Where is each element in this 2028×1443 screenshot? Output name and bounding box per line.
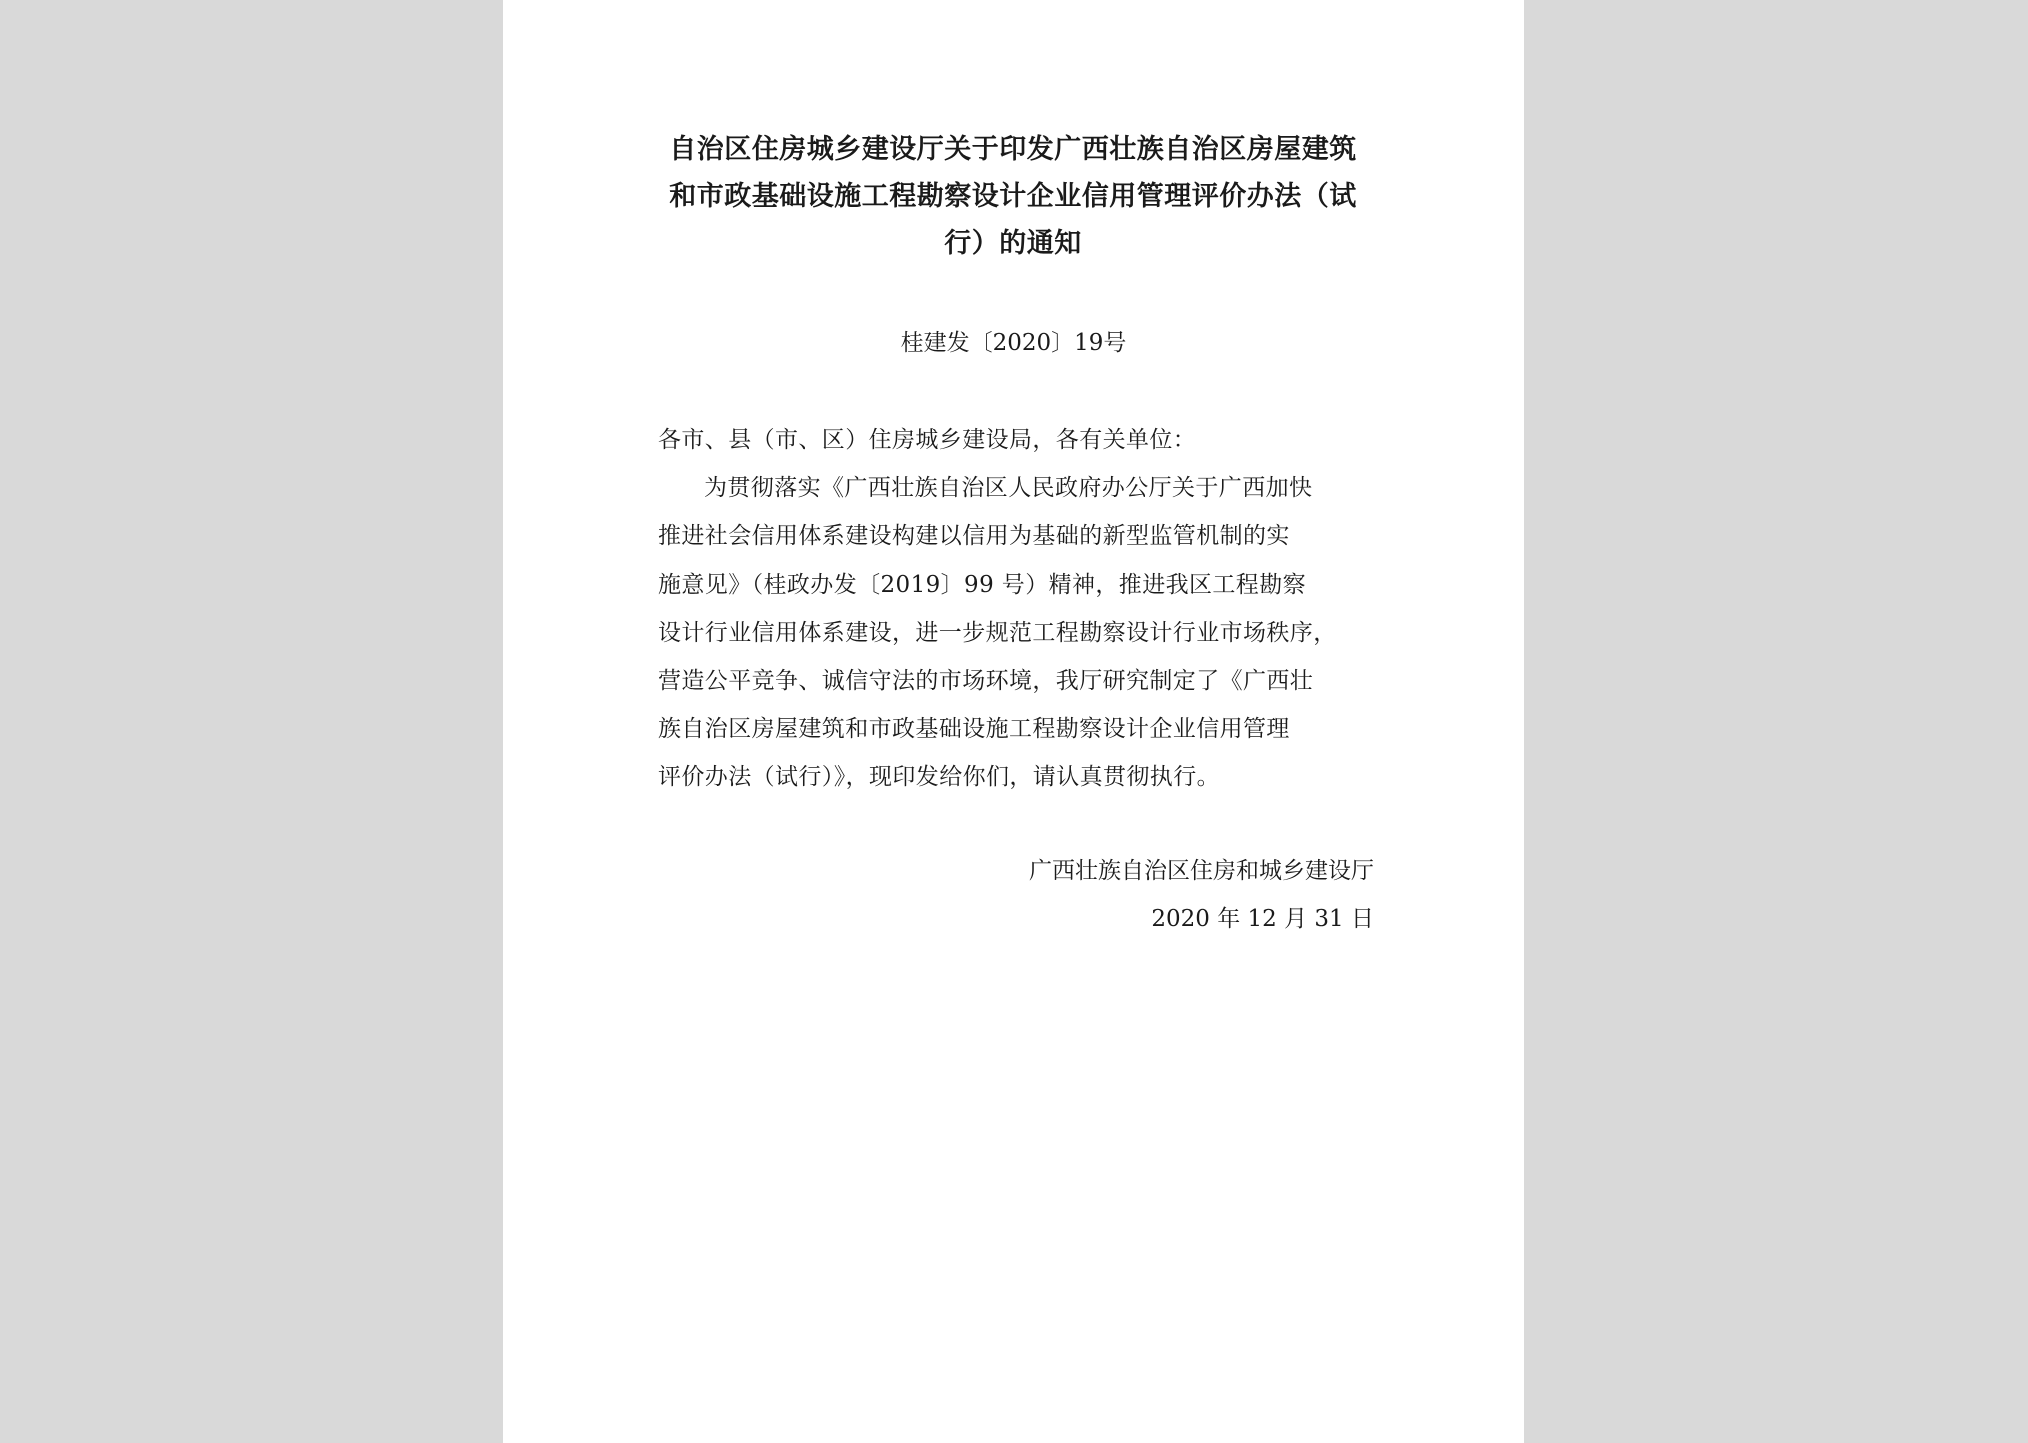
body-line: 推进社会信用体系建设构建以信用为基础的新型监管机制的实: [658, 523, 1290, 550]
document-page: [503, 0, 1524, 1443]
issue-date: 2020 年 12 月 31 日: [1151, 906, 1374, 932]
document-number: 桂建发〔2020〕19号: [900, 330, 1127, 356]
title-line: 和市政基础设施工程勘察设计企业信用管理评价办法（试: [669, 181, 1357, 212]
issuer: 广西壮族自治区住房和城乡建设厅: [1029, 858, 1374, 884]
signature-block: [1029, 852, 1374, 948]
body-line: 评价办法（试行）》，现印发给你们，请认真贯彻执行。: [658, 764, 1220, 791]
addressee: 各市、县（市、区）住房城乡建设局，各有关单位：: [658, 427, 1197, 453]
title-line: 行）的通知: [944, 228, 1082, 259]
document-body: [658, 421, 1378, 807]
document-title: [653, 126, 1373, 267]
body-line: 营造公平竞争、诚信守法的市场环境，我厅研究制定了《广西壮: [658, 667, 1314, 694]
body-line: 施意见》（桂政办发〔2019〕99 号）精神，推进我区工程勘察: [658, 571, 1307, 598]
body-line: 族自治区房屋建筑和市政基础设施工程勘察设计企业信用管理: [658, 716, 1290, 743]
body-line: 为贯彻落实《广西壮族自治区人民政府办公厅关于广西加快: [704, 475, 1313, 502]
title-line: 自治区住房城乡建设厅关于印发广西壮族自治区房屋建筑: [669, 134, 1357, 165]
body-line: 设计行业信用体系建设，进一步规范工程勘察设计行业市场秩序，: [658, 619, 1337, 646]
